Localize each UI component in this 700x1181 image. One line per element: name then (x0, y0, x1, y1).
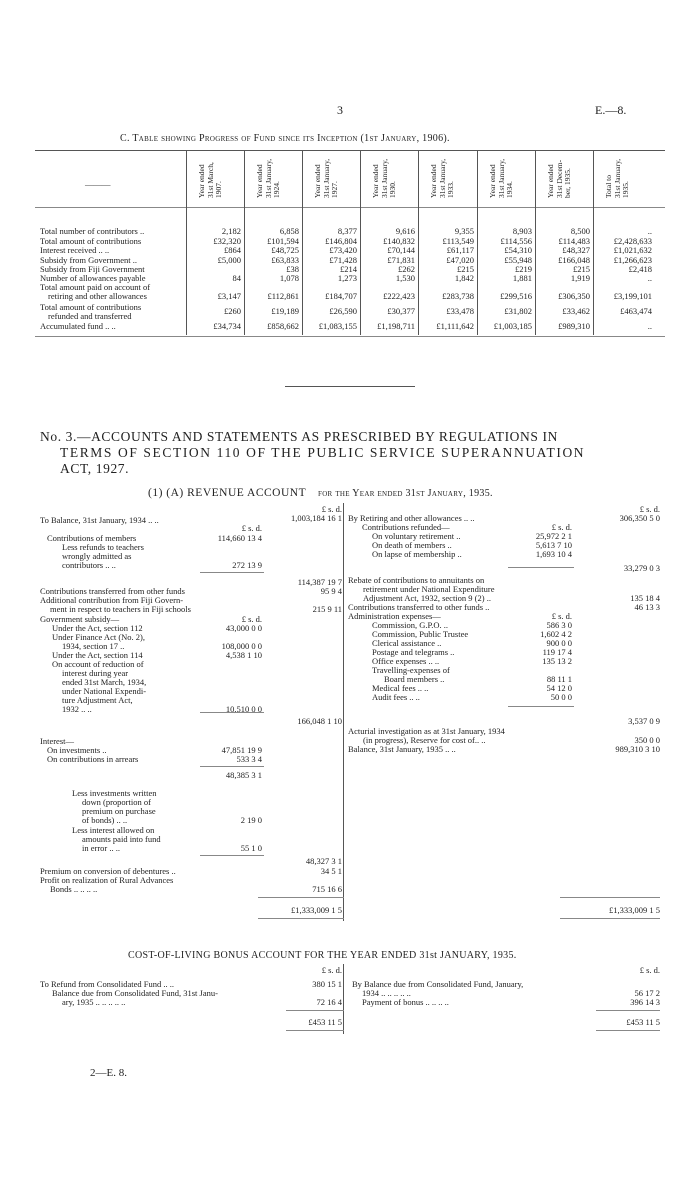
table-c-cell: £463,474 (620, 306, 652, 316)
table-c-cell: £2,418 (628, 264, 652, 274)
table-c-cell: 1,273 (337, 273, 357, 283)
table-c-cell: £113,549 (442, 236, 474, 246)
table-c-cell: .. (647, 321, 652, 331)
right-amount: 33,279 0 3 (623, 563, 660, 573)
table-c-row-label: refunded and transferred (48, 311, 132, 321)
left-total-double-rule (258, 918, 344, 919)
table-c-cell: £33,478 (446, 306, 474, 316)
table-c-cell: £30,377 (387, 306, 415, 316)
bonus-right-total: £453 11 5 (626, 1017, 660, 1027)
table-c-cell: £48,327 (562, 245, 590, 255)
right-label: Adjustment Act, 1932, section 9 (2) .. (363, 593, 491, 603)
table-c-cell: £33,462 (562, 306, 590, 316)
left-label: Under the Act, section 114 (52, 650, 143, 660)
right-inner-header: £ s. d. (551, 522, 572, 532)
left-label: Premium on conversion of debentures .. (40, 866, 176, 876)
bonus-left-total: £453 11 5 (308, 1017, 342, 1027)
table-c-column-header: Year ended 31st January, 1930. (371, 158, 397, 198)
table-c-row-label: Accumulated fund .. .. (40, 321, 116, 331)
table-c-cell: £55,948 (504, 255, 532, 265)
right-label: Clerical assistance .. (372, 638, 442, 648)
left-label: On contributions in arrears (47, 754, 139, 764)
left-amount: 114,387 19 7 (297, 577, 342, 587)
table-c-cell: £215 (457, 264, 474, 274)
table-c-cell: £73,420 (329, 245, 357, 255)
left-amount: 2 19 0 (240, 815, 262, 825)
right-label: Medical fees .. .. (372, 683, 429, 693)
table-c-cell: £101,594 (267, 236, 299, 246)
table-c-cell: £1,266,623 (613, 255, 652, 265)
left-amount: 108,000 0 0 (221, 641, 262, 651)
left-label: 1932 .. .. (62, 704, 92, 714)
right-label: By Retiring and other allowances .. .. (348, 513, 475, 523)
left-inner-header: £ s. d. (241, 614, 262, 624)
bonus-left-total-rule (286, 1010, 344, 1011)
left-label: ment in respect to teachers in Fiji schools (50, 604, 191, 614)
table-c-cell: £5,000 (217, 255, 241, 265)
table-c-cell: £54,310 (504, 245, 532, 255)
table-c-cell: £215 (573, 264, 590, 274)
left-amount: 215 9 11 (312, 604, 342, 614)
left-label: ended 31st March, 1934, (62, 677, 147, 687)
table-c-cell: £219 (515, 264, 532, 274)
right-label: Postage and telegrams .. (372, 647, 455, 657)
left-amount: 43,000 0 0 (225, 623, 262, 633)
table-c-column-header: Year ended 31st January, 1927. (313, 158, 339, 198)
table-c-row-label: Interest received .. .. (40, 245, 110, 255)
table-c-column-header: Year ended 31st Decem- ber, 1935. (546, 159, 572, 198)
left-subtotal-rule (200, 712, 264, 713)
table-c-row-label: Total amount of contributions (40, 302, 142, 312)
right-grand-total: £1,333,009 1 5 (609, 905, 660, 915)
table-c-head-rule (35, 207, 665, 208)
left-amount: 10,510 0 0 (225, 704, 262, 714)
table-c-cell: £1,003,185 (493, 321, 532, 331)
revenue-title-sub: for the Year ended 31st January, 1935. (318, 488, 493, 499)
table-c-cell: £262 (398, 264, 415, 274)
bonus-left-header: £ s. d. (321, 965, 342, 975)
table-c-title: C. Table showing Progress of Fund since its Inception (1st January, 1906). (120, 133, 450, 144)
left-label: premium on purchase (82, 806, 156, 816)
table-c-cell: £1,111,642 (436, 321, 474, 331)
right-amount: 350 0 0 (634, 735, 660, 745)
left-label: Additional contribution from Fiji Govern- (40, 595, 184, 605)
left-label: of bonds) .. .. (82, 815, 128, 825)
table-c-cell: 2,182 (221, 226, 241, 236)
table-c-cell: £864 (224, 245, 241, 255)
table-c-cell: £140,832 (383, 236, 415, 246)
left-grand-total: £1,333,009 1 5 (291, 905, 342, 915)
table-c-cell: £858,662 (267, 321, 299, 331)
table-c-cell: 9,616 (395, 226, 415, 236)
table-c-cell: £214 (340, 264, 357, 274)
bonus-right-label: 1934 .. .. .. .. .. (362, 988, 411, 998)
bonus-left-double-rule (286, 1030, 344, 1031)
table-c-cell: 8,500 (570, 226, 590, 236)
table-c-cell: £71,831 (387, 255, 415, 265)
right-amount: 900 0 0 (546, 638, 572, 648)
left-amount: 166,048 1 10 (297, 716, 342, 726)
left-label: Interest— (40, 736, 74, 746)
table-c-cell: 8,377 (337, 226, 357, 236)
table-c-cell: £114,556 (500, 236, 532, 246)
left-label: Less refunds to teachers (62, 542, 144, 552)
right-amount: 119 17 4 (542, 647, 572, 657)
table-c-cell: £114,483 (558, 236, 590, 246)
left-amount: 48,327 3 1 (305, 856, 342, 866)
right-subtotal-rule (508, 567, 574, 568)
table-c-cell: £1,083,155 (318, 321, 357, 331)
left-subtotal-rule (200, 855, 264, 856)
table-c-cell: £112,861 (267, 291, 299, 301)
right-amount: 135 18 4 (630, 593, 660, 603)
right-label: Contributions transferred to other funds .. (348, 602, 490, 612)
right-amount: 50 0 0 (550, 692, 572, 702)
right-amount: 586 3 0 (546, 620, 572, 630)
left-label: Profit on realization of Rural Advances (40, 875, 174, 885)
table-c-row-label: Total amount paid on account of (40, 282, 151, 292)
bonus-left-label: ary, 1935 .. .. .. .. .. (62, 997, 126, 1007)
table-c-cell: £71,428 (329, 255, 357, 265)
right-label: Contributions refunded— (362, 522, 450, 532)
left-label: down (proportion of (82, 797, 151, 807)
right-amount: 54 12 0 (546, 683, 572, 693)
left-label: 1934, section 17 .. (62, 641, 125, 651)
section-heading: No. 3.—ACCOUNTS AND STATEMENTS AS PRESCRIBED BY REGULATIONS IN (40, 429, 558, 444)
table-c-column-header: Year ended 31st March, 1907. (197, 162, 223, 198)
bonus-center-divider (343, 964, 344, 1034)
table-c-cell: £26,590 (329, 306, 357, 316)
revenue-center-divider (343, 503, 344, 921)
section-heading: ACT, 1927. (60, 461, 130, 476)
left-amount: 47,851 19 9 (221, 745, 262, 755)
left-amount: 114,660 13 4 (217, 533, 262, 543)
bonus-right-label: Payment of bonus .. .. .. .. (362, 997, 449, 1007)
table-c-cell: £306,350 (558, 291, 590, 301)
right-subtotal-rule (508, 706, 574, 707)
left-label: Under the Act, section 112 (52, 623, 143, 633)
right-label: Travelling-expenses of (372, 665, 450, 675)
table-c-cell: £3,147 (217, 291, 241, 301)
bonus-left-label: To Refund from Consolidated Fund .. .. (40, 979, 174, 989)
right-amount: 1,602 4 2 (540, 629, 572, 639)
left-amount: 1,003,184 16 1 (291, 513, 342, 523)
left-label: amounts paid into fund (82, 834, 161, 844)
left-currency-header: £ s. d. (321, 504, 342, 514)
table-c-cell: £222,423 (383, 291, 415, 301)
table-c-cell: £34,734 (213, 321, 241, 331)
table-c-cell: 1,881 (512, 273, 532, 283)
table-c-cell: 84 (232, 273, 241, 283)
table-c-cell: 8,903 (512, 226, 532, 236)
left-label: wrongly admitted as (62, 551, 132, 561)
bonus-right-double-rule (596, 1030, 660, 1031)
table-c-cell: .. (647, 273, 652, 283)
left-label: Less investments written (72, 788, 157, 798)
table-c-cell: £32,320 (213, 236, 241, 246)
left-label: in error .. .. (82, 843, 121, 853)
right-label: Administration expenses— (348, 611, 441, 621)
table-c-cell: 1,078 (279, 273, 299, 283)
bonus-right-label: By Balance due from Consolidated Fund, January, (352, 979, 524, 989)
table-c-cell: £283,738 (442, 291, 474, 301)
table-c-cell: 1,919 (570, 273, 590, 283)
right-amount: 88 11 1 (546, 674, 572, 684)
left-balance-label: To Balance, 31st January, 1934 .. .. (40, 515, 159, 525)
left-label: Government subsidy— (40, 614, 120, 624)
right-label: Rebate of contributions to annuitants on (348, 575, 485, 585)
left-label: On investments .. (47, 745, 107, 755)
right-total-double-rule (560, 918, 660, 919)
left-label: under National Expendi- (62, 686, 147, 696)
page-ref: E.—8. (595, 103, 627, 117)
right-amount: 46 13 3 (634, 602, 660, 612)
left-amount: 95 9 4 (320, 586, 342, 596)
left-label: Contributions transferred from other funds (40, 586, 185, 596)
table-c-column-header: Total to 31st January, 1935. (604, 158, 630, 198)
bonus-left-amount: 380 15 1 (312, 979, 342, 989)
right-label: Commission, Public Trustee (372, 629, 469, 639)
right-label: Audit fees .. .. (372, 692, 420, 702)
right-label: On death of members .. (372, 540, 452, 550)
table-c-cell: £38 (286, 264, 299, 274)
right-amount: 135 13 2 (542, 656, 572, 666)
left-subtotal-rule (200, 572, 264, 573)
table-c-cell: £989,310 (558, 321, 590, 331)
table-c-row-label: Subsidy from Government .. (40, 255, 138, 265)
bonus-right-amount: 396 14 3 (630, 997, 660, 1007)
table-c-cell: £260 (224, 306, 241, 316)
right-label: Acturial investigation as at 31st January, 1934 (348, 726, 505, 736)
table-c-cell: £70,144 (387, 245, 415, 255)
table-c-row-label: Subsidy from Fiji Government (40, 264, 145, 274)
left-amount: 55 1 0 (240, 843, 262, 853)
table-c-column-header: Year ended 31st January, 1934. (488, 158, 514, 198)
right-currency-header: £ s. d. (639, 504, 660, 514)
table-c-stub-dash: ——— (85, 179, 111, 189)
table-c-cell: £1,021,632 (613, 245, 652, 255)
table-c-bottom-rule (35, 336, 665, 337)
right-amount: 5,613 7 10 (535, 540, 572, 550)
right-total-rule (560, 897, 660, 898)
right-label: (in progress), Reserve for cost of.. .. (363, 735, 486, 745)
left-label: On account of reduction of (52, 659, 144, 669)
left-subtotal-rule (200, 766, 264, 767)
left-inner-header: £ s. d. (241, 523, 262, 533)
bonus-right-header: £ s. d. (639, 965, 660, 975)
table-c-cell: £48,725 (271, 245, 299, 255)
bonus-title: COST-OF-LIVING BONUS ACCOUNT FOR THE YEAR ENDED 31st JANUARY, 1935. (128, 950, 517, 961)
table-c-cell: £299,516 (500, 291, 532, 301)
right-amount: 3,537 0 9 (628, 716, 660, 726)
right-label: Balance, 31st January, 1935 .. .. (348, 744, 456, 754)
bonus-left-amount: 72 16 4 (316, 997, 342, 1007)
right-label: On voluntary retirement .. (372, 531, 461, 541)
left-amount: 34 5 1 (320, 866, 342, 876)
table-c-col-divider (593, 150, 594, 335)
table-c-column-header: Year ended 31st January, 1933. (429, 158, 455, 198)
table-c-cell: £2,428,633 (613, 236, 652, 246)
table-c-row-label: Total number of contributors .. (40, 226, 145, 236)
table-c-cell: £166,048 (558, 255, 590, 265)
table-c-top-rule (35, 150, 665, 151)
bonus-right-total-rule (596, 1010, 660, 1011)
page-number: 3 (337, 103, 343, 117)
left-amount: 272 13 9 (232, 560, 262, 570)
left-label: Bonds .. .. .. .. (50, 884, 98, 894)
left-label: interest during year (62, 668, 129, 678)
right-amount: 306,350 5 0 (619, 513, 660, 523)
table-c-cell: £61,117 (446, 245, 474, 255)
table-c-cell: 1,842 (454, 273, 474, 283)
left-label: ture Adjustment Act, (62, 695, 133, 705)
left-amount: 48,385 3 1 (225, 770, 262, 780)
right-amount: 989,310 3 10 (615, 744, 660, 754)
right-amount: 1,693 10 4 (535, 549, 572, 559)
right-label: retirement under National Expenditure (363, 584, 495, 594)
right-label: On lapse of membership .. (372, 549, 462, 559)
table-c-cell: £47,020 (446, 255, 474, 265)
right-label: Commission, G.P.O. .. (372, 620, 449, 630)
right-label: Board members .. (384, 674, 445, 684)
table-c-cell: 6,858 (279, 226, 299, 236)
table-c-cell: £146,804 (325, 236, 357, 246)
table-c-cell: £1,198,711 (377, 321, 415, 331)
table-c-cell: £31,802 (504, 306, 532, 316)
left-total-rule (258, 897, 344, 898)
left-label: Less interest allowed on (72, 825, 155, 835)
table-c-cell: 1,530 (395, 273, 415, 283)
left-label: contributors .. .. (62, 560, 116, 570)
right-amount: 25,972 2 1 (535, 531, 572, 541)
bonus-right-amount: 56 17 2 (634, 988, 660, 998)
left-amount: 533 3 4 (236, 754, 262, 764)
table-c-cell: £63,833 (271, 255, 299, 265)
table-c-cell: 9,355 (454, 226, 474, 236)
table-c-cell: £19,189 (271, 306, 299, 316)
section-heading: TERMS OF SECTION 110 OF THE PUBLIC SERVICE SUPERANNUATION (60, 445, 586, 460)
footer-signature: 2—E. 8. (90, 1067, 127, 1079)
table-c-cell: £184,707 (325, 291, 357, 301)
bonus-left-label: Balance due from Consolidated Fund, 31st Janu- (52, 988, 218, 998)
table-c-cell: .. (647, 226, 652, 236)
table-c-cell: £3,199,101 (613, 291, 652, 301)
table-c-row-label: Total amount of contributions (40, 236, 142, 246)
left-label: Contributions of members (47, 533, 137, 543)
left-label: Under Finance Act (No. 2), (52, 632, 146, 642)
table-c-column-header: Year ended 31st January, 1924. (255, 158, 281, 198)
right-inner-header: £ s. d. (551, 611, 572, 621)
left-amount: 4,538 1 10 (225, 650, 262, 660)
right-label: Office expenses .. .. (372, 656, 440, 666)
left-amount: 715 16 6 (312, 884, 342, 894)
table-c-row-label: Number of allowances payable (40, 273, 146, 283)
revenue-title: (1) (A) REVENUE ACCOUNT (148, 487, 307, 499)
table-c-row-label: retiring and other allowances (48, 291, 147, 301)
section-divider (285, 386, 415, 387)
